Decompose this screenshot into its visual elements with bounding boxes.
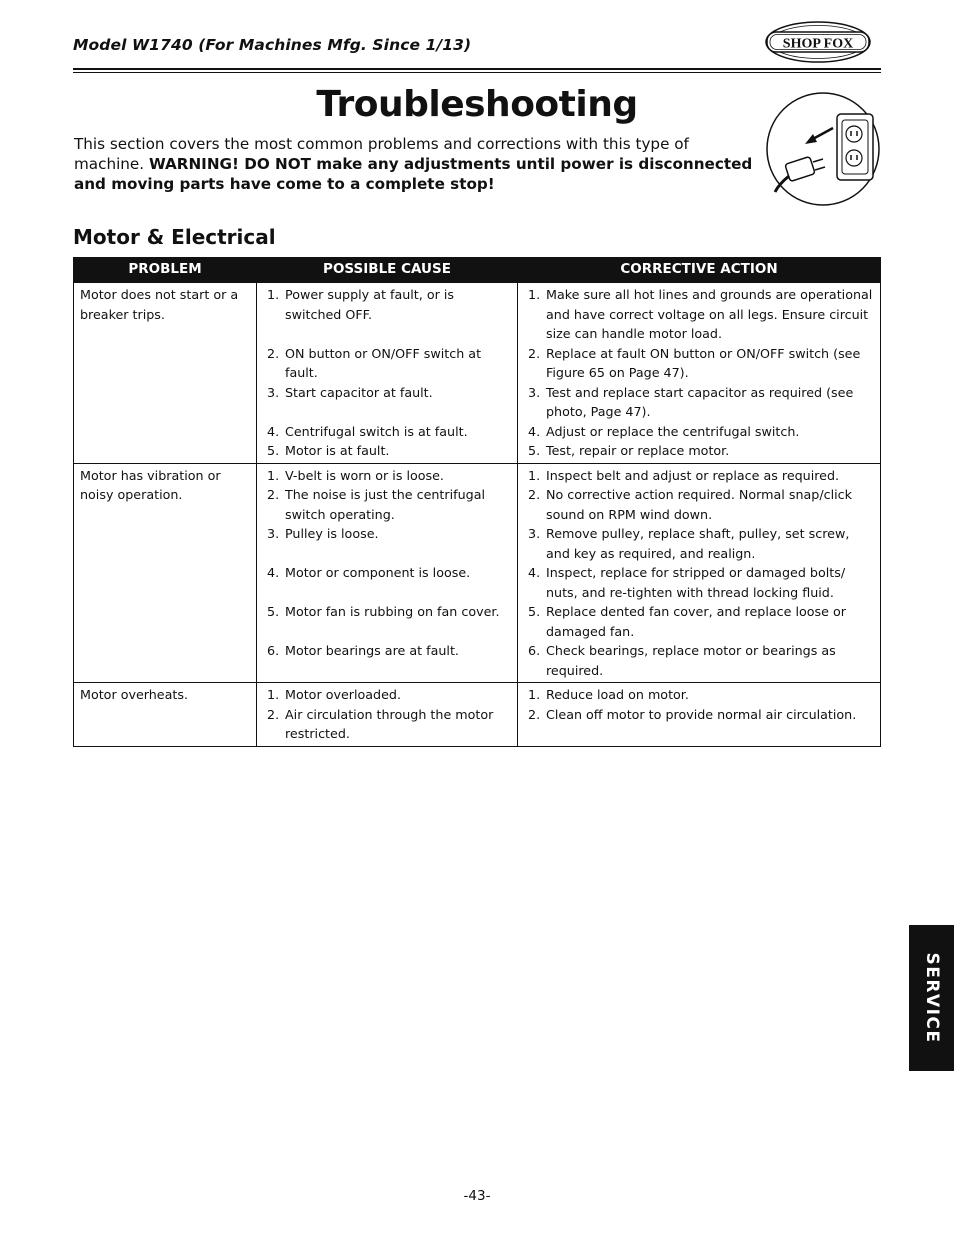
item-text: Reduce load on motor. [546, 687, 689, 702]
item-number: 2. [267, 706, 280, 722]
list-item [267, 344, 511, 383]
action-cell [518, 463, 881, 683]
list-item [267, 383, 511, 403]
item-number: 1. [267, 687, 280, 702]
item-text: Inspect belt and adjust or replace as required. [546, 467, 840, 483]
service-tab-label: SERVICE [921, 952, 942, 1044]
list-item [267, 705, 511, 744]
list-item [267, 441, 511, 461]
item-number: 5. [267, 604, 280, 619]
table-row [74, 683, 881, 747]
item-number: 4. [267, 565, 280, 580]
item-text: Motor overloaded. [285, 687, 401, 702]
item-text: Clean off motor to provide normal air circulation. [546, 706, 857, 722]
item-text: No corrective action required. Normal snap/click sound on RPM wind down. [546, 487, 852, 522]
item-text: Start capacitor at fault. [285, 384, 433, 400]
item-number: 4. [528, 565, 541, 580]
cause-cell-list [267, 685, 511, 744]
cause-cell [257, 463, 518, 683]
item-number: 2. [267, 487, 280, 502]
action-cell-list [528, 685, 874, 724]
item-text: Remove pulley, replace shaft, pulley, set screw, and key as required, and realign. [546, 526, 850, 561]
item-number: 3. [528, 384, 541, 400]
item-text: Pulley is loose. [285, 526, 379, 541]
list-item [267, 602, 511, 622]
service-section-tab[interactable] [909, 925, 954, 1071]
list-item [528, 685, 874, 705]
action-cell [518, 683, 881, 747]
item-text: Power supply at fault, or is switched OFF. [285, 287, 454, 322]
item-number: 3. [528, 526, 541, 541]
item-text: Replace dented fan cover, and replace loose or damaged fan. [546, 604, 846, 639]
list-item [267, 641, 511, 661]
list-item [528, 285, 874, 344]
list-item [528, 422, 874, 442]
item-text: Replace at fault ON button or ON/OFF switch (see Figure 65 on Page 47). [546, 345, 861, 380]
item-number: 3. [267, 526, 280, 541]
list-item [528, 344, 874, 383]
cause-cell-list [267, 466, 511, 661]
item-text: Motor fan is rubbing on fan cover. [285, 604, 500, 619]
item-number: 1. [528, 467, 541, 483]
item-text: Check bearings, replace motor or bearings as required. [546, 643, 836, 678]
table-header-row [74, 258, 881, 283]
item-number: 1. [528, 687, 541, 702]
item-number: 6. [528, 643, 541, 658]
item-number: 4. [267, 423, 280, 439]
item-text: Make sure all hot lines and grounds are operational and have correct voltage on all legs. Ensure circuit size can handle motor load. [546, 287, 873, 341]
intro-warning: WARNING! DO NOT make any adjustments until power is disconnected and moving parts have come to a complete stop! [74, 155, 753, 193]
list-item [528, 441, 874, 461]
list-item [528, 602, 874, 641]
table-row [74, 463, 881, 683]
item-text: Adjust or replace the centrifugal switch. [546, 423, 800, 439]
list-item [267, 466, 511, 486]
list-item [267, 524, 511, 544]
item-text: Air circulation through the motor restricted. [285, 706, 494, 741]
item-text: Centrifugal switch is at fault. [285, 423, 468, 439]
item-number: 1. [528, 287, 541, 302]
unplug-power-icon [765, 92, 881, 206]
cause-cell [257, 283, 518, 464]
item-text: Test, repair or replace motor. [546, 443, 730, 458]
item-number: 3. [267, 384, 280, 400]
item-text: Motor or component is loose. [285, 565, 471, 580]
item-text: Motor bearings are at fault. [285, 643, 459, 658]
troubleshooting-table [73, 257, 881, 747]
item-number: 5. [267, 443, 280, 458]
action-cell [518, 283, 881, 464]
list-item [267, 285, 511, 324]
intro-paragraph [74, 134, 754, 194]
list-item [528, 524, 874, 563]
item-number: 5. [528, 443, 541, 458]
page-number: -43- [463, 1188, 491, 1204]
item-text: The noise is just the centrifugal switch operating. [285, 487, 486, 522]
header-problem: PROBLEM [74, 258, 257, 283]
item-number: 2. [528, 706, 541, 722]
problem-cell: Motor does not start or a breaker trips. [74, 283, 257, 464]
item-text: Inspect, replace for stripped or damaged bolts/ nuts, and re-tighten with thread locking fluid. [546, 565, 846, 600]
item-text: Motor is at fault. [285, 443, 390, 458]
problem-cell: Motor has vibration or noisy operation. [74, 463, 257, 683]
header-possible-cause: POSSIBLE CAUSE [257, 258, 518, 283]
item-text: ON button or ON/OFF switch at fault. [285, 345, 482, 380]
action-cell-list [528, 466, 874, 681]
intro-text: This section covers the most common problems and corrections with this type of machine. [74, 135, 689, 173]
item-text: V-belt is worn or is loose. [285, 467, 444, 483]
list-item [267, 485, 511, 524]
list-item [528, 563, 874, 602]
list-item [528, 383, 874, 422]
list-item [267, 422, 511, 442]
cause-cell-list [267, 285, 511, 461]
section-title: Motor & Electrical [73, 225, 276, 249]
action-cell-list [528, 285, 874, 461]
cause-cell [257, 683, 518, 747]
item-number: 1. [267, 287, 280, 302]
problem-cell: Motor overheats. [74, 683, 257, 747]
page-title: Troubleshooting [316, 84, 638, 125]
item-number: 5. [528, 604, 541, 619]
list-item [528, 641, 874, 680]
table-row [74, 283, 881, 464]
item-number: 1. [267, 467, 280, 483]
item-number: 2. [528, 345, 541, 361]
item-number: 2. [267, 345, 280, 361]
list-item [267, 563, 511, 583]
list-item [528, 705, 874, 725]
list-item [267, 685, 511, 705]
logo-text: SHOP FOX [782, 36, 854, 52]
header-rule-thin [73, 72, 881, 73]
item-number: 6. [267, 643, 280, 658]
shop-fox-logo [764, 20, 872, 64]
list-item [528, 485, 874, 524]
item-text: Test and replace start capacitor as required (see photo, Page 47). [546, 384, 854, 419]
item-number: 4. [528, 423, 541, 439]
list-item [528, 466, 874, 486]
header-corrective-action: CORRECTIVE ACTION [518, 258, 881, 283]
header-rule [73, 68, 881, 70]
item-number: 2. [528, 487, 541, 502]
model-header: Model W1740 (For Machines Mfg. Since 1/13) [73, 36, 472, 54]
